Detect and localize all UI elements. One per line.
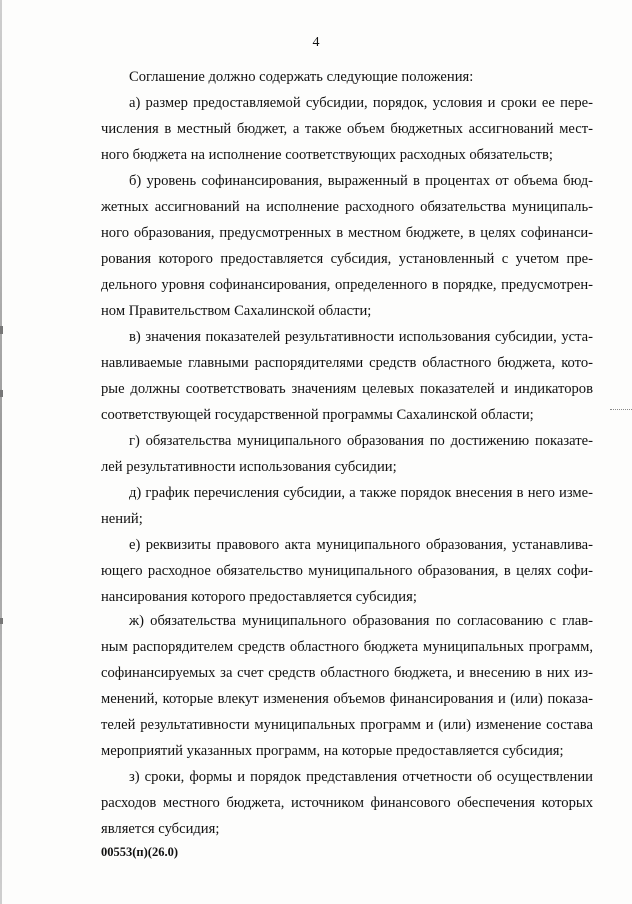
paragraph-d-line: д) график перечисления субсидии, а также порядок внесения в него изме- — [129, 485, 593, 501]
page-number: 4 — [312, 35, 320, 50]
paragraph-zh-line: ным распорядителем средств областного бюджета муниципальных программ, — [101, 639, 593, 655]
paragraph-b-line: б) уровень софинансирования, выраженный в процентах от объема бюд- — [129, 173, 593, 189]
paragraph-zh-line: софинансируемых за счет средств областного бюджета, и внесению в них из- — [101, 665, 593, 681]
paragraph-v-line: соответствующей государственной программы Сахалинской области; — [101, 407, 534, 423]
paragraph-d-line: нений; — [101, 511, 143, 527]
paragraph-e-line: ющего расходное обязательство муниципального образования, в целях софи- — [101, 563, 593, 579]
paragraph-z-line: является субсидия; — [101, 821, 220, 837]
paragraph-z-line: расходов местного бюджета, источником финансового обеспечения которых — [101, 795, 593, 811]
paragraph-zh-line: телей результативности муниципальных программ и (или) изменение состава — [101, 717, 593, 733]
paragraph-zh-line: мероприятий указанных программ, на которые предоставляется субсидия; — [101, 743, 564, 759]
paragraph-v-line: навливаемые главными распорядителями средств областного бюджета, кото- — [101, 355, 593, 371]
paragraph-zh-line: ж) обязательства муниципального образования по согласованию с глав- — [129, 613, 593, 629]
paragraph-a-line: числения в местный бюджет, а также объем бюджетных ассигнований мест- — [101, 121, 593, 137]
document-code: 00553(п)(26.0) — [101, 845, 178, 859]
paragraph-v-line: в) значения показателей результативности использования субсидии, уста- — [129, 329, 593, 345]
paragraph-e-line: е) реквизиты правового акта муниципального образования, устанавлива- — [129, 537, 593, 553]
paragraph-zh-line: менений, которые влекут изменения объемов финансирования и (или) показа- — [101, 691, 593, 707]
paragraph-g-line: г) обязательства муниципального образования по достижению показате- — [129, 433, 593, 449]
paragraph-b-line: ного образования, предусмотренных в местном бюджете, в целях софинанси- — [101, 225, 593, 241]
paragraph-b-line: жетных ассигнований на исполнение расходного обязательства муниципаль- — [101, 199, 593, 215]
paragraph-z-line: з) сроки, формы и порядок представления отчетности об осуществлении — [129, 769, 593, 785]
paragraph-b-line: рования которого предоставляется субсидия, установленный с учетом пре- — [101, 251, 593, 267]
paragraph-e-line: нансирования которого предоставляется субсидия; — [101, 589, 417, 605]
paragraph-a-line: а) размер предоставляемой субсидии, порядок, условия и сроки ее пере- — [129, 95, 593, 111]
paragraph-b-line: дельного уровня софинансирования, определенного в порядке, предусмотрен- — [101, 277, 593, 293]
paragraph-g-line: лей результативности использования субсидии; — [101, 459, 397, 475]
paragraph-b-line: ном Правительством Сахалинской области; — [101, 303, 372, 319]
paragraph-intro-line: Соглашение должно содержать следующие положения: — [129, 69, 474, 85]
paragraph-a-line: ного бюджета на исполнение соответствующих расходных обязательств; — [101, 147, 553, 163]
paragraph-v-line: рые должны соответствовать значениям целевых показателей и индикаторов — [101, 381, 593, 397]
